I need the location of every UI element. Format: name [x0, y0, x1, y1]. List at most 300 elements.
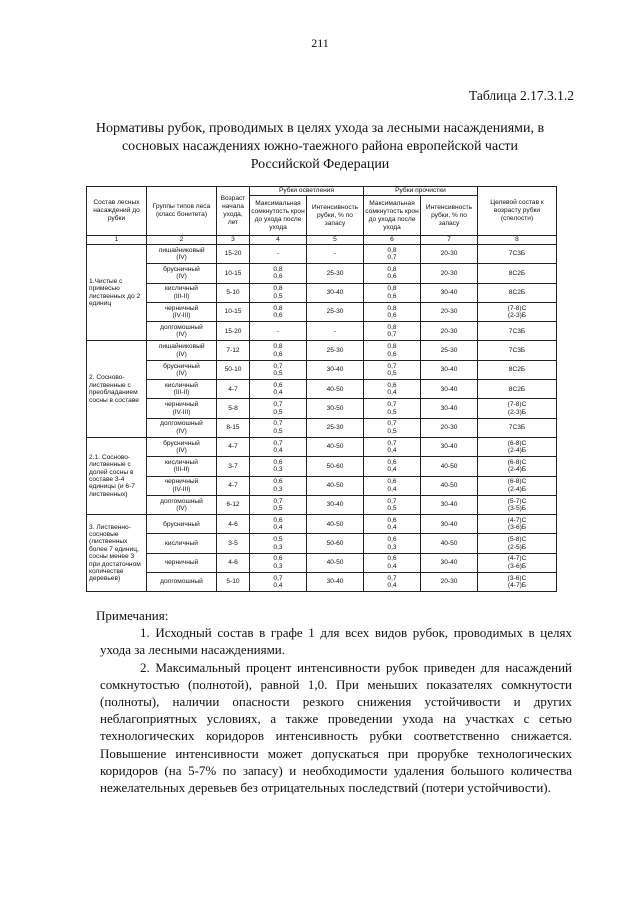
intensity-clearing-cell: 30-50 — [307, 399, 364, 418]
density-cleaning-cell-bottom: 0,4 — [387, 524, 397, 532]
density-cleaning-cell — [364, 553, 421, 572]
table-row — [87, 360, 557, 379]
header-max-density-b: Максимальная сомкнутость крон до ухода после ухода — [364, 196, 421, 236]
intensity-cleaning-cell: 30-40 — [421, 380, 478, 399]
forest-type-cell-top: кисличный — [165, 539, 198, 547]
page-number: 211 — [311, 36, 329, 50]
table-row — [87, 264, 557, 283]
density-clearing-cell-bottom: 0,3 — [273, 562, 283, 570]
forest-type-cell-bottom: (III-II) — [173, 292, 190, 300]
density-clearing-cell-top: 0,8 — [273, 266, 283, 274]
density-clearing-cell-bottom: 0,4 — [273, 389, 283, 397]
density-clearing-cell-bottom: 0,5 — [273, 505, 283, 512]
target-composition-cell — [478, 573, 557, 592]
table-row — [87, 399, 557, 418]
density-clearing-cell-bottom: 0,3 — [273, 485, 283, 493]
table-row — [87, 534, 557, 553]
density-cleaning-cell-bottom: 0,4 — [387, 562, 397, 570]
density-cleaning-cell-bottom: 0,4 — [387, 447, 397, 455]
start-age-cell: 5-8 — [217, 399, 250, 418]
density-clearing-cell-top: 0,8 — [273, 304, 283, 312]
density-cleaning-cell — [364, 283, 421, 302]
density-cleaning-cell-bottom: 0,4 — [387, 466, 397, 474]
density-clearing-cell-bottom: 0,5 — [273, 427, 283, 435]
start-age-cell: 7-12 — [217, 341, 250, 360]
forest-type-cell-top: кисличный — [165, 381, 198, 389]
target-composition-cell — [478, 245, 557, 264]
forest-type-cell — [147, 457, 217, 476]
forest-type-cell — [147, 418, 217, 437]
forest-type-cell-bottom: (IV-III) — [172, 485, 191, 493]
intensity-cleaning-cell: 20-30 — [421, 322, 478, 341]
density-cleaning-cell — [364, 302, 421, 321]
forest-type-cell-bottom: (IV) — [176, 273, 187, 281]
density-clearing-cell-top: 0,5 — [273, 536, 283, 544]
density-cleaning-cell — [364, 437, 421, 456]
intensity-clearing-cell: - — [307, 245, 364, 264]
density-cleaning-cell-bottom: 0,6 — [387, 273, 397, 281]
target-composition-cell — [478, 264, 557, 283]
target-composition-cell-bottom: (3-5)Б — [507, 505, 527, 512]
forest-type-cell-top: брусничный — [163, 362, 200, 370]
column-number: 6 — [364, 236, 421, 245]
density-clearing-cell — [250, 457, 307, 476]
target-composition-cell-top: (6-8)С — [507, 478, 527, 486]
intensity-cleaning-cell: 25-30 — [421, 341, 478, 360]
column-number: 4 — [250, 236, 307, 245]
title-line: сосновых насаждениях южно-таежного района европейской части — [121, 139, 519, 154]
target-composition-cell — [478, 380, 557, 399]
target-composition-cell-top: 7С3Б — [508, 327, 526, 335]
density-cleaning-cell-top: 0,8 — [387, 343, 397, 351]
density-clearing-cell-top: 0,8 — [273, 343, 283, 351]
forest-type-cell-top: черничный — [164, 304, 199, 312]
table-row — [87, 341, 557, 360]
forest-type-cell-bottom: (IV-III) — [172, 312, 191, 320]
density-clearing-cell — [250, 302, 307, 321]
forest-type-cell — [147, 264, 217, 283]
target-composition-cell-bottom: (4-7)Б — [507, 582, 527, 590]
density-cleaning-cell-bottom: 0,6 — [387, 312, 397, 320]
target-composition-cell-top: (6-8)С — [507, 459, 527, 466]
forest-type-cell-bottom: (IV) — [176, 505, 187, 512]
forest-type-cell-bottom: (III-II) — [173, 466, 190, 474]
density-cleaning-cell-top: 0,6 — [387, 555, 397, 563]
density-cleaning-cell-top: 0,8 — [387, 285, 397, 293]
density-clearing-cell — [250, 245, 307, 264]
target-composition-cell — [478, 302, 557, 321]
target-composition-cell-top: (5-7)С — [507, 497, 527, 505]
table-row — [87, 437, 557, 456]
target-composition-cell-top: (5-8)С — [507, 536, 527, 544]
intensity-cleaning-cell: 20-30 — [421, 245, 478, 264]
notes — [96, 607, 572, 796]
density-clearing-cell-top: 0,6 — [273, 555, 283, 563]
note-item: 2. Максимальный процент интенсивности рубок приведен для насаждений сомкнутостью (полнотой), равной 1,0. При меньших показателях сомкнутости (полноты), наличии опасности резкого снижения устойчивости и других неблагоприятных условиях, а также проведении ухода на участках с сетью технологических коридоров интенсивность рубки соответственно снижается. Повышение интенсивности может допускаться при прорубке технологических коридоров (на 5-7% по запасу) и необходимости удаления большого количества нежелательных деревьев без отрицательных последствий (потери устойчивости). — [100, 659, 572, 796]
density-clearing-cell-top: 0,7 — [273, 497, 283, 505]
target-composition-cell-top: 7С3Б — [508, 250, 526, 258]
start-age-cell: 10-15 — [217, 264, 250, 283]
density-cleaning-cell-top: 0,7 — [387, 497, 397, 505]
density-cleaning-cell-bottom: 0,3 — [387, 543, 397, 551]
density-cleaning-cell-top: 0,8 — [387, 246, 397, 254]
density-clearing-cell-bottom: 0,6 — [273, 350, 283, 358]
density-clearing-cell-top: - — [276, 327, 280, 335]
density-cleaning-cell — [364, 495, 421, 514]
target-composition-cell-top: 8С2Б — [508, 269, 526, 277]
forest-type-cell — [147, 245, 217, 264]
forest-type-cell-bottom: (III-II) — [173, 389, 190, 397]
density-cleaning-cell — [364, 360, 421, 379]
intensity-clearing-cell: 40-50 — [307, 437, 364, 456]
density-cleaning-cell-bottom: 0,4 — [387, 485, 397, 493]
density-clearing-cell-bottom: 0,3 — [273, 543, 283, 551]
forest-type-cell — [147, 302, 217, 321]
density-clearing-cell-top: 0,7 — [273, 574, 283, 582]
forest-type-cell-top: брусничный — [163, 266, 200, 274]
density-clearing-cell — [250, 341, 307, 360]
density-clearing-cell-top: 0,8 — [273, 285, 283, 293]
title-line: Российской Федерации — [250, 157, 390, 172]
forest-type-cell-top: черничный — [164, 478, 199, 486]
start-age-cell: 4-6 — [217, 515, 250, 534]
density-cleaning-cell — [364, 322, 421, 341]
composition-cell: 2.1. Сосново-лиственные с долей сосны в составе 3-4 единицы (и 6-7 лиственных) — [87, 437, 147, 514]
forest-type-cell — [147, 534, 217, 553]
start-age-cell: 4-7 — [217, 476, 250, 495]
header-target-composition: Целевой состав к возрасту рубки (спелости) — [478, 187, 557, 236]
table-row — [87, 515, 557, 534]
column-number: 7 — [421, 236, 478, 245]
forest-type-cell — [147, 553, 217, 572]
target-composition-cell — [478, 457, 557, 476]
density-clearing-cell-top: 0,7 — [273, 420, 283, 428]
forest-type-cell-top: кисличный — [165, 459, 198, 466]
density-clearing-cell — [250, 573, 307, 592]
density-cleaning-cell-top: 0,8 — [387, 266, 397, 274]
density-cleaning-cell — [364, 245, 421, 264]
table-row — [87, 418, 557, 437]
start-age-cell: 15-20 — [217, 245, 250, 264]
intensity-cleaning-cell: 30-40 — [421, 553, 478, 572]
density-clearing-cell-bottom: 0,3 — [273, 466, 283, 474]
column-number: 2 — [147, 236, 217, 245]
forest-type-cell-top: лишайниковый — [158, 246, 205, 254]
density-cleaning-cell-bottom: 0,6 — [387, 292, 397, 300]
table-row — [87, 573, 557, 592]
composition-cell: 1.Чистые с примесью лиственных до 2 единиц — [87, 245, 147, 341]
table-row — [87, 457, 557, 476]
header-group-cleaning: Рубки прочистки — [364, 187, 478, 196]
intensity-cleaning-cell: 30-40 — [421, 399, 478, 418]
table-row — [87, 476, 557, 495]
header-composition: Состав лесных насаждений до рубки — [87, 187, 147, 236]
target-composition-cell-bottom: (2-4)Б — [507, 466, 527, 474]
intensity-cleaning-cell: 20-30 — [421, 302, 478, 321]
density-clearing-cell-top: 0,6 — [273, 381, 283, 389]
start-age-cell: 3-5 — [217, 534, 250, 553]
norms-table — [86, 186, 557, 592]
intensity-clearing-cell: 40-50 — [307, 515, 364, 534]
density-clearing-cell-bottom: 0,5 — [273, 292, 283, 300]
density-cleaning-cell — [364, 515, 421, 534]
density-clearing-cell — [250, 437, 307, 456]
forest-type-cell — [147, 360, 217, 379]
density-clearing-cell — [250, 360, 307, 379]
target-composition-cell-top: (6-8)С — [507, 439, 527, 447]
target-composition-cell-bottom: (3-6)Б — [507, 524, 527, 532]
density-clearing-cell-top: - — [276, 250, 280, 258]
forest-type-cell-bottom: (IV) — [176, 331, 187, 339]
target-composition-cell — [478, 515, 557, 534]
forest-type-cell-top: черничный — [164, 401, 199, 409]
intensity-cleaning-cell: 40-50 — [421, 457, 478, 476]
target-composition-cell-top: (4-7)С — [507, 555, 527, 563]
density-clearing-cell — [250, 553, 307, 572]
forest-type-cell — [147, 515, 217, 534]
forest-type-cell-top: долгомошный — [160, 420, 203, 428]
density-clearing-cell-top: 0,7 — [273, 401, 283, 409]
forest-type-cell-bottom: (IV) — [176, 254, 187, 262]
density-cleaning-cell — [364, 264, 421, 283]
density-cleaning-cell-top: 0,6 — [387, 536, 397, 544]
density-cleaning-cell-bottom: 0,4 — [387, 582, 397, 590]
intensity-cleaning-cell: 30-40 — [421, 495, 478, 514]
target-composition-cell-bottom: (2-5)Б — [507, 543, 527, 551]
forest-type-cell — [147, 380, 217, 399]
header-intensity-a: Интенсивность рубки, % по запасу — [307, 196, 364, 236]
intensity-cleaning-cell: 30-40 — [421, 437, 478, 456]
density-cleaning-cell-top: 0,8 — [387, 323, 397, 331]
intensity-cleaning-cell: 20-30 — [421, 573, 478, 592]
density-clearing-cell — [250, 515, 307, 534]
intensity-clearing-cell: 40-50 — [307, 553, 364, 572]
density-cleaning-cell-bottom: 0,7 — [387, 331, 397, 339]
density-clearing-cell — [250, 264, 307, 283]
forest-type-cell-top: брусничный — [163, 439, 200, 447]
forest-type-cell — [147, 476, 217, 495]
intensity-clearing-cell: - — [307, 322, 364, 341]
density-cleaning-cell-top: 0,7 — [387, 401, 397, 409]
density-clearing-cell-top: 0,6 — [273, 459, 283, 466]
composition-cell: 3. Лиственно-сосновые (лиственных более 7 единиц, сосны менее 3 при достаточном количестве деревьев) — [87, 515, 147, 592]
forest-type-cell-top: лишайниковый — [158, 343, 205, 351]
table-title — [80, 120, 560, 174]
forest-type-cell — [147, 283, 217, 302]
density-cleaning-cell-top: 0,7 — [387, 574, 397, 582]
density-cleaning-cell-top: 0,6 — [387, 381, 397, 389]
density-clearing-cell-bottom: 0,6 — [273, 312, 283, 320]
density-cleaning-cell — [364, 380, 421, 399]
forest-type-cell-top: черничный — [164, 559, 199, 567]
table-number: Таблица 2.17.3.1.2 — [469, 88, 574, 103]
density-clearing-cell-bottom: 0,4 — [273, 524, 283, 532]
target-composition-cell-bottom: (2-4)Б — [507, 447, 527, 455]
density-clearing-cell — [250, 495, 307, 514]
start-age-cell: 6-12 — [217, 495, 250, 514]
column-number: 5 — [307, 236, 364, 245]
table-row — [87, 380, 557, 399]
density-clearing-cell-bottom: 0,6 — [273, 273, 283, 281]
notes-heading: Примечания: — [96, 608, 169, 623]
column-number: 8 — [478, 236, 557, 245]
forest-type-cell-top: брусничный — [163, 520, 200, 528]
target-composition-cell — [478, 360, 557, 379]
forest-type-cell-bottom: (IV) — [176, 369, 187, 377]
forest-type-cell — [147, 322, 217, 341]
density-cleaning-cell-top: 0,6 — [387, 516, 397, 524]
intensity-cleaning-cell: 30-40 — [421, 515, 478, 534]
target-composition-cell-bottom: (2-4)Б — [507, 485, 527, 493]
column-number: 1 — [87, 236, 147, 245]
density-cleaning-cell-top: 0,7 — [387, 439, 397, 447]
note-item: 1. Исходный состав в графе 1 для всех видов рубок, проводимых в целях ухода за лесными насаждениями. — [100, 625, 572, 658]
start-age-cell: 4-7 — [217, 380, 250, 399]
table-body — [87, 245, 557, 592]
target-composition-cell-bottom: (3-6)Б — [507, 562, 527, 570]
density-cleaning-cell — [364, 341, 421, 360]
intensity-clearing-cell: 25-30 — [307, 264, 364, 283]
intensity-cleaning-cell: 20-30 — [421, 418, 478, 437]
density-clearing-cell — [250, 283, 307, 302]
target-composition-cell-top: (3-6)С — [507, 574, 527, 582]
forest-type-cell — [147, 341, 217, 360]
target-composition-cell-top: 8С2Б — [508, 385, 526, 393]
composition-cell: 2. Сосново-лиственные с преобладанием сосны в составе — [87, 341, 147, 437]
title-line: Нормативы рубок, проводимых в целях ухода за лесными насаждениями, в — [95, 121, 545, 136]
forest-type-cell-bottom: (IV) — [176, 427, 187, 435]
density-clearing-cell-bottom: 0,4 — [273, 447, 283, 455]
column-numbers-row — [87, 236, 557, 245]
start-age-cell: 5-10 — [217, 573, 250, 592]
density-clearing-cell-bottom: 0,5 — [273, 408, 283, 416]
table-row — [87, 283, 557, 302]
target-composition-cell — [478, 341, 557, 360]
target-composition-cell-top: 8С2Б — [508, 289, 526, 297]
forest-type-cell-bottom: (IV) — [176, 447, 187, 455]
target-composition-cell — [478, 553, 557, 572]
header-max-density-a: Максимальная сомкнутость крон до ухода после ухода — [250, 196, 307, 236]
intensity-clearing-cell: 25-30 — [307, 418, 364, 437]
intensity-clearing-cell: 30-40 — [307, 495, 364, 514]
density-clearing-cell-top: 0,7 — [273, 362, 283, 370]
density-cleaning-cell — [364, 457, 421, 476]
target-composition-cell — [478, 534, 557, 553]
intensity-cleaning-cell: 40-50 — [421, 534, 478, 553]
forest-type-cell-bottom: (IV) — [176, 350, 187, 358]
table-row — [87, 302, 557, 321]
intensity-cleaning-cell: 30-40 — [421, 360, 478, 379]
intensity-cleaning-cell: 30-40 — [421, 283, 478, 302]
density-cleaning-cell-bottom: 0,6 — [387, 350, 397, 358]
density-cleaning-cell-top: 0,7 — [387, 420, 397, 428]
target-composition-cell — [478, 495, 557, 514]
intensity-clearing-cell: 30-40 — [307, 360, 364, 379]
forest-type-cell — [147, 399, 217, 418]
density-clearing-cell-top: 0,7 — [273, 439, 283, 447]
density-cleaning-cell-bottom: 0,5 — [387, 427, 397, 435]
density-cleaning-cell-bottom: 0,5 — [387, 505, 397, 512]
header-group-clearing: Рубки осветления — [250, 187, 364, 196]
density-cleaning-cell-top: 0,6 — [387, 478, 397, 486]
column-number: 3 — [217, 236, 250, 245]
density-cleaning-cell-bottom: 0,4 — [387, 389, 397, 397]
intensity-clearing-cell: 30-40 — [307, 283, 364, 302]
density-clearing-cell — [250, 418, 307, 437]
forest-type-cell — [147, 495, 217, 514]
start-age-cell: 8-15 — [217, 418, 250, 437]
target-composition-cell-top: (4-7)С — [507, 516, 527, 524]
forest-type-cell — [147, 573, 217, 592]
forest-type-cell-top: долгомошный — [160, 497, 203, 505]
target-composition-cell-top: 7С3Б — [508, 346, 526, 354]
header-start-age: Возраст начала ухода, лет — [217, 187, 250, 236]
target-composition-cell-top: 8С2Б — [508, 366, 526, 374]
start-age-cell: 5-10 — [217, 283, 250, 302]
forest-type-cell-top: кисличный — [165, 285, 198, 293]
density-cleaning-cell-top: 0,7 — [387, 362, 397, 370]
intensity-clearing-cell: 25-30 — [307, 341, 364, 360]
table-row — [87, 553, 557, 572]
table-row — [87, 245, 557, 264]
density-clearing-cell — [250, 534, 307, 553]
density-clearing-cell — [250, 399, 307, 418]
density-cleaning-cell-bottom: 0,7 — [387, 254, 397, 262]
table-row — [87, 322, 557, 341]
intensity-clearing-cell: 40-50 — [307, 476, 364, 495]
start-age-cell: 15-20 — [217, 322, 250, 341]
intensity-clearing-cell: 50-60 — [307, 534, 364, 553]
target-composition-cell-bottom: (2-3)Б — [507, 408, 527, 416]
target-composition-cell — [478, 418, 557, 437]
start-age-cell: 3-7 — [217, 457, 250, 476]
density-cleaning-cell — [364, 476, 421, 495]
density-clearing-cell — [250, 380, 307, 399]
density-clearing-cell — [250, 476, 307, 495]
density-cleaning-cell-top: 0,8 — [387, 304, 397, 312]
forest-type-cell — [147, 437, 217, 456]
intensity-clearing-cell: 40-50 — [307, 380, 364, 399]
target-composition-cell — [478, 437, 557, 456]
table-row — [87, 495, 557, 514]
start-age-cell: 10-15 — [217, 302, 250, 321]
target-composition-cell — [478, 399, 557, 418]
density-cleaning-cell — [364, 573, 421, 592]
density-cleaning-cell — [364, 399, 421, 418]
header-forest-type: Группы типов леса (класс бонитета) — [147, 187, 217, 236]
density-cleaning-cell-bottom: 0,5 — [387, 408, 397, 416]
forest-type-cell-top: долгомошный — [160, 578, 203, 586]
intensity-clearing-cell: 50-60 — [307, 457, 364, 476]
intensity-clearing-cell: 25-30 — [307, 302, 364, 321]
target-composition-cell-top: (7-8)С — [507, 304, 527, 312]
target-composition-cell-top: 7С3Б — [508, 424, 526, 432]
density-clearing-cell — [250, 322, 307, 341]
density-clearing-cell-bottom: 0,5 — [273, 369, 283, 377]
density-cleaning-cell-bottom: 0,5 — [387, 369, 397, 377]
forest-type-cell-bottom: (IV-III) — [172, 408, 191, 416]
start-age-cell: 4-7 — [217, 437, 250, 456]
target-composition-cell-top: (7-8)С — [507, 401, 527, 409]
forest-type-cell-top: долгомошный — [160, 323, 203, 331]
density-cleaning-cell — [364, 418, 421, 437]
density-clearing-cell-bottom: 0,4 — [273, 582, 283, 590]
density-cleaning-cell-top: 0,6 — [387, 459, 397, 466]
intensity-clearing-cell: 30-40 — [307, 573, 364, 592]
target-composition-cell — [478, 476, 557, 495]
density-cleaning-cell — [364, 534, 421, 553]
start-age-cell: 50-10 — [217, 360, 250, 379]
